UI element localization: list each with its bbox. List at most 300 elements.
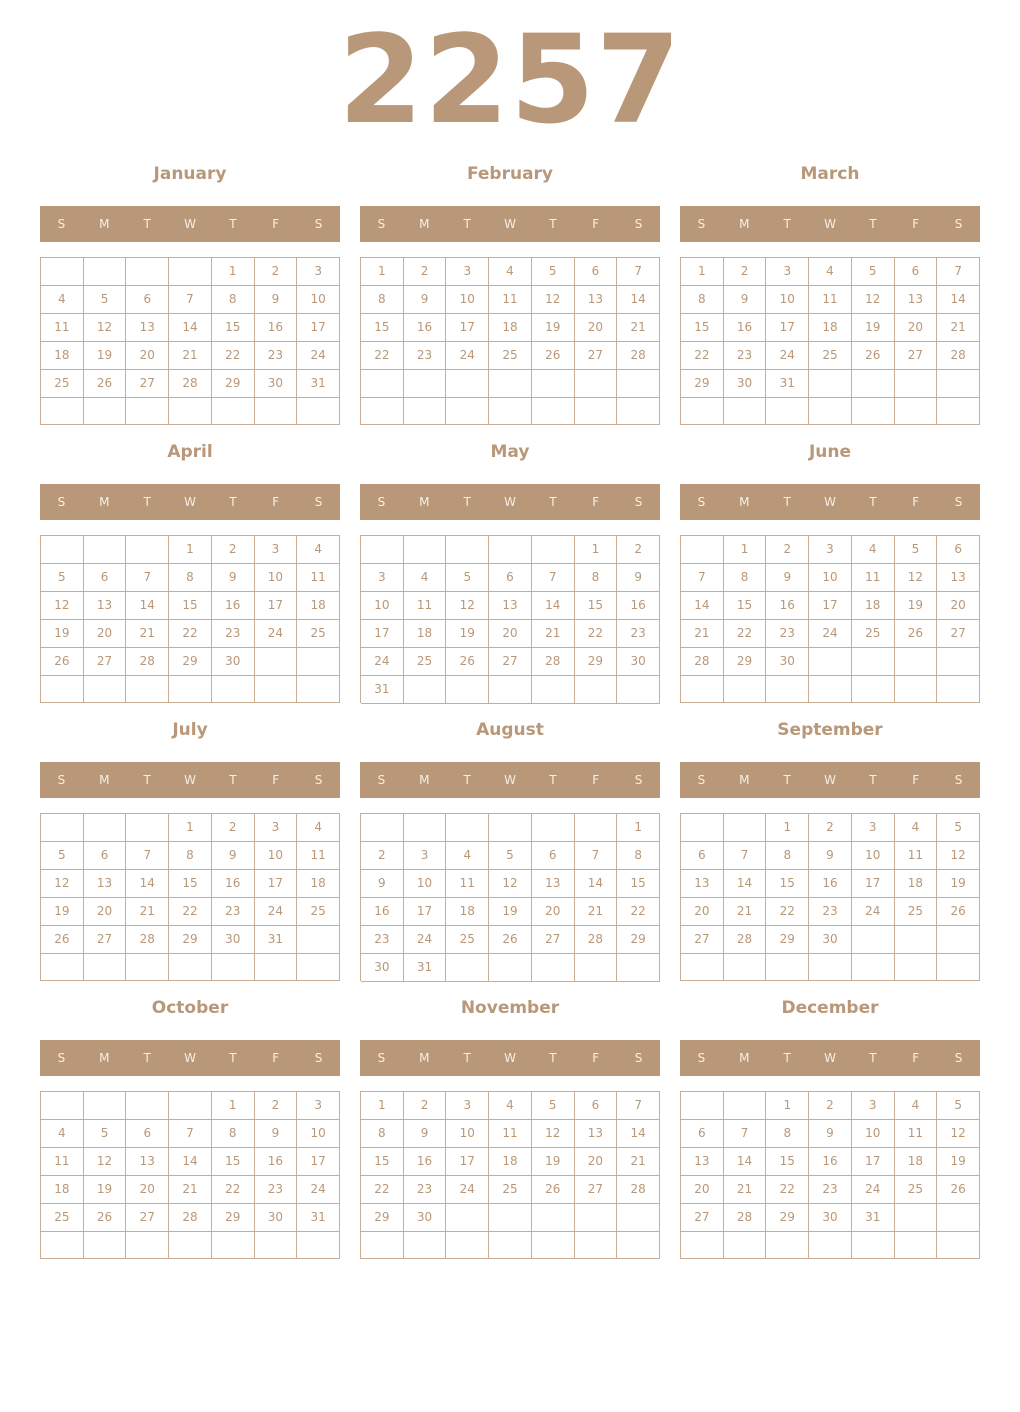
day-cell: 10 <box>852 1120 895 1148</box>
weekday-header <box>360 762 660 798</box>
day-cell: 25 <box>852 620 895 648</box>
empty-day-cell <box>532 1204 575 1232</box>
day-cell: 1 <box>361 258 404 286</box>
day-cell: 11 <box>297 564 340 592</box>
month-name: August <box>476 720 544 740</box>
weekday-header <box>40 206 340 242</box>
empty-day-cell <box>255 398 298 425</box>
day-cell: 19 <box>489 898 532 926</box>
day-cell: 24 <box>255 620 298 648</box>
day-cell: 13 <box>575 1120 618 1148</box>
day-cell: 27 <box>575 1176 618 1204</box>
day-cell: 19 <box>532 314 575 342</box>
empty-day-cell <box>852 954 895 981</box>
day-cell: 6 <box>895 258 938 286</box>
day-cell: 18 <box>852 592 895 620</box>
empty-day-cell <box>446 370 489 398</box>
day-cell: 12 <box>41 592 84 620</box>
day-cell: 13 <box>126 314 169 342</box>
weekday-label: S <box>634 217 643 231</box>
day-cell: 27 <box>681 926 724 954</box>
weekday-label: W <box>184 773 196 787</box>
empty-day-cell <box>489 1204 532 1232</box>
day-cell: 10 <box>446 1120 489 1148</box>
day-grid <box>40 1091 340 1259</box>
day-cell: 24 <box>809 620 852 648</box>
day-cell: 21 <box>532 620 575 648</box>
day-cell: 18 <box>895 870 938 898</box>
empty-day-cell <box>617 1232 660 1259</box>
day-cell: 27 <box>84 926 127 954</box>
empty-day-cell <box>937 926 980 954</box>
day-cell: 21 <box>724 1176 767 1204</box>
month-name: February <box>466 164 554 184</box>
day-cell: 29 <box>169 648 212 676</box>
day-cell: 1 <box>766 814 809 842</box>
day-cell: 28 <box>724 926 767 954</box>
month-name: November <box>460 998 560 1018</box>
empty-day-cell <box>575 954 618 982</box>
empty-day-cell <box>446 676 489 704</box>
empty-day-cell <box>937 398 980 425</box>
empty-day-cell <box>766 676 809 703</box>
day-cell: 15 <box>169 592 212 620</box>
day-cell: 7 <box>724 842 767 870</box>
empty-day-cell <box>532 398 575 426</box>
day-cell: 22 <box>169 898 212 926</box>
day-cell: 9 <box>212 842 255 870</box>
day-cell: 16 <box>809 1148 852 1176</box>
day-cell: 20 <box>84 898 127 926</box>
empty-day-cell <box>532 370 575 398</box>
weekday-header <box>360 206 660 242</box>
empty-day-cell <box>895 1204 938 1232</box>
weekday-label: S <box>57 773 66 787</box>
empty-day-cell <box>724 676 767 703</box>
day-cell: 3 <box>766 258 809 286</box>
empty-day-cell <box>617 1204 660 1232</box>
day-cell: 16 <box>404 1148 447 1176</box>
day-cell: 7 <box>126 842 169 870</box>
weekday-label: T <box>869 217 877 231</box>
day-cell: 2 <box>212 814 255 842</box>
weekday-label: F <box>272 217 280 231</box>
day-cell: 27 <box>84 648 127 676</box>
day-cell: 25 <box>895 1176 938 1204</box>
day-cell: 9 <box>724 286 767 314</box>
weekday-label: M <box>419 773 430 787</box>
day-cell: 19 <box>84 342 127 370</box>
day-cell: 9 <box>617 564 660 592</box>
day-cell: 27 <box>126 1204 169 1232</box>
day-cell: 16 <box>255 314 298 342</box>
empty-day-cell <box>895 648 938 676</box>
day-cell: 20 <box>681 1176 724 1204</box>
weekday-label: F <box>592 1051 600 1065</box>
weekday-label: W <box>824 217 836 231</box>
empty-day-cell <box>766 398 809 425</box>
empty-day-cell <box>852 1232 895 1259</box>
day-cell: 11 <box>297 842 340 870</box>
day-cell: 27 <box>126 370 169 398</box>
day-cell: 1 <box>575 536 618 564</box>
day-cell: 30 <box>766 648 809 676</box>
day-cell: 2 <box>809 814 852 842</box>
day-cell: 26 <box>852 342 895 370</box>
day-cell: 8 <box>724 564 767 592</box>
day-cell: 30 <box>809 926 852 954</box>
day-cell: 6 <box>126 286 169 314</box>
empty-day-cell <box>297 398 340 425</box>
day-cell: 10 <box>297 1120 340 1148</box>
day-cell: 21 <box>724 898 767 926</box>
day-cell: 24 <box>852 1176 895 1204</box>
day-cell: 24 <box>852 898 895 926</box>
weekday-label: M <box>99 495 110 509</box>
day-grid <box>360 813 660 981</box>
weekday-label: S <box>377 217 386 231</box>
day-cell: 26 <box>937 898 980 926</box>
empty-day-cell <box>169 1092 212 1120</box>
day-cell: 18 <box>489 1148 532 1176</box>
empty-day-cell <box>446 814 489 842</box>
day-cell: 4 <box>41 1120 84 1148</box>
day-cell: 5 <box>489 842 532 870</box>
day-cell: 13 <box>681 870 724 898</box>
day-cell: 8 <box>169 842 212 870</box>
day-cell: 16 <box>361 898 404 926</box>
month-name: January <box>153 164 227 184</box>
day-cell: 3 <box>852 814 895 842</box>
day-cell: 2 <box>404 1092 447 1120</box>
day-cell: 3 <box>255 814 298 842</box>
day-cell: 25 <box>809 342 852 370</box>
empty-day-cell <box>126 676 169 703</box>
day-cell: 11 <box>895 1120 938 1148</box>
day-cell: 23 <box>617 620 660 648</box>
day-cell: 9 <box>361 870 404 898</box>
day-cell: 16 <box>766 592 809 620</box>
weekday-header <box>360 484 660 520</box>
weekday-header <box>680 762 980 798</box>
empty-day-cell <box>575 814 618 842</box>
weekday-label: T <box>143 495 151 509</box>
weekday-label: S <box>314 495 323 509</box>
day-cell: 20 <box>489 620 532 648</box>
day-cell: 27 <box>937 620 980 648</box>
empty-day-cell <box>617 954 660 982</box>
day-grid <box>40 257 340 425</box>
empty-day-cell <box>809 370 852 398</box>
day-cell: 11 <box>41 314 84 342</box>
empty-day-cell <box>681 1092 724 1120</box>
empty-day-cell <box>489 370 532 398</box>
empty-day-cell <box>446 954 489 982</box>
empty-day-cell <box>41 1232 84 1259</box>
weekday-label: S <box>377 773 386 787</box>
weekday-label: F <box>592 773 600 787</box>
weekday-label: F <box>592 217 600 231</box>
day-grid <box>360 1091 660 1259</box>
day-cell: 14 <box>681 592 724 620</box>
weekday-label: T <box>783 773 791 787</box>
weekday-label: T <box>463 217 471 231</box>
day-cell: 29 <box>575 648 618 676</box>
day-cell: 4 <box>41 286 84 314</box>
day-cell: 5 <box>84 1120 127 1148</box>
day-cell: 20 <box>84 620 127 648</box>
day-cell: 24 <box>361 648 404 676</box>
day-cell: 27 <box>532 926 575 954</box>
day-cell: 10 <box>361 592 404 620</box>
day-cell: 28 <box>126 648 169 676</box>
day-cell: 12 <box>489 870 532 898</box>
day-cell: 4 <box>297 814 340 842</box>
day-cell: 24 <box>297 342 340 370</box>
day-cell: 16 <box>724 314 767 342</box>
empty-day-cell <box>404 398 447 426</box>
empty-day-cell <box>404 814 447 842</box>
day-cell: 7 <box>532 564 575 592</box>
empty-day-cell <box>895 954 938 981</box>
empty-day-cell <box>532 954 575 982</box>
month-name: December <box>781 998 879 1018</box>
day-cell: 19 <box>41 898 84 926</box>
day-cell: 10 <box>255 564 298 592</box>
day-cell: 20 <box>937 592 980 620</box>
day-cell: 14 <box>575 870 618 898</box>
weekday-label: M <box>99 773 110 787</box>
empty-day-cell <box>617 398 660 426</box>
weekday-label: S <box>634 1051 643 1065</box>
day-cell: 16 <box>255 1148 298 1176</box>
day-cell: 7 <box>126 564 169 592</box>
day-cell: 2 <box>255 258 298 286</box>
day-cell: 13 <box>575 286 618 314</box>
day-cell: 19 <box>937 870 980 898</box>
empty-day-cell <box>126 1092 169 1120</box>
empty-day-cell <box>41 1092 84 1120</box>
empty-day-cell <box>41 676 84 703</box>
day-cell: 29 <box>361 1204 404 1232</box>
day-cell: 3 <box>297 1092 340 1120</box>
empty-day-cell <box>126 814 169 842</box>
weekday-label: F <box>272 773 280 787</box>
weekday-label: M <box>99 1051 110 1065</box>
day-cell: 23 <box>212 898 255 926</box>
day-cell: 4 <box>297 536 340 564</box>
day-cell: 27 <box>681 1204 724 1232</box>
weekday-label: W <box>504 773 516 787</box>
day-cell: 25 <box>446 926 489 954</box>
weekday-label: T <box>549 217 557 231</box>
day-cell: 28 <box>575 926 618 954</box>
day-cell: 12 <box>84 1148 127 1176</box>
day-cell: 26 <box>41 648 84 676</box>
day-cell: 30 <box>724 370 767 398</box>
day-cell: 15 <box>766 1148 809 1176</box>
weekday-label: W <box>824 773 836 787</box>
day-cell: 17 <box>297 314 340 342</box>
day-cell: 21 <box>617 314 660 342</box>
day-grid <box>680 1091 980 1259</box>
day-cell: 11 <box>489 1120 532 1148</box>
day-cell: 7 <box>617 1092 660 1120</box>
weekday-label: W <box>184 1051 196 1065</box>
empty-day-cell <box>895 926 938 954</box>
weekday-label: W <box>184 217 196 231</box>
empty-day-cell <box>617 676 660 704</box>
day-cell: 23 <box>809 1176 852 1204</box>
day-cell: 14 <box>617 286 660 314</box>
day-cell: 26 <box>489 926 532 954</box>
day-cell: 8 <box>617 842 660 870</box>
weekday-label: W <box>504 1051 516 1065</box>
weekday-label: M <box>739 217 750 231</box>
day-cell: 8 <box>212 1120 255 1148</box>
day-cell: 14 <box>724 1148 767 1176</box>
weekday-header <box>360 1040 660 1076</box>
day-cell: 13 <box>681 1148 724 1176</box>
day-cell: 12 <box>937 1120 980 1148</box>
day-cell: 17 <box>255 870 298 898</box>
empty-day-cell <box>895 398 938 425</box>
empty-day-cell <box>681 1232 724 1259</box>
day-cell: 1 <box>169 536 212 564</box>
empty-day-cell <box>126 258 169 286</box>
empty-day-cell <box>255 676 298 703</box>
empty-day-cell <box>895 1232 938 1259</box>
day-cell: 6 <box>489 564 532 592</box>
empty-day-cell <box>255 1232 298 1259</box>
empty-day-cell <box>895 370 938 398</box>
day-cell: 5 <box>937 814 980 842</box>
day-cell: 29 <box>724 648 767 676</box>
day-cell: 18 <box>41 342 84 370</box>
day-cell: 23 <box>724 342 767 370</box>
day-cell: 21 <box>575 898 618 926</box>
day-cell: 28 <box>169 370 212 398</box>
weekday-label: W <box>504 217 516 231</box>
day-cell: 17 <box>404 898 447 926</box>
day-cell: 22 <box>766 1176 809 1204</box>
day-grid <box>680 813 980 981</box>
day-cell: 10 <box>255 842 298 870</box>
day-cell: 22 <box>169 620 212 648</box>
day-cell: 25 <box>41 1204 84 1232</box>
day-cell: 28 <box>617 342 660 370</box>
day-cell: 24 <box>404 926 447 954</box>
day-cell: 8 <box>169 564 212 592</box>
day-cell: 29 <box>766 926 809 954</box>
empty-day-cell <box>446 536 489 564</box>
day-cell: 17 <box>446 314 489 342</box>
empty-day-cell <box>126 536 169 564</box>
day-cell: 15 <box>361 1148 404 1176</box>
weekday-label: S <box>634 773 643 787</box>
day-cell: 9 <box>809 842 852 870</box>
day-cell: 22 <box>766 898 809 926</box>
day-cell: 7 <box>617 258 660 286</box>
empty-day-cell <box>766 954 809 981</box>
day-cell: 21 <box>169 1176 212 1204</box>
day-cell: 6 <box>681 1120 724 1148</box>
day-cell: 16 <box>617 592 660 620</box>
empty-day-cell <box>809 398 852 425</box>
empty-day-cell <box>446 1204 489 1232</box>
day-cell: 8 <box>766 842 809 870</box>
empty-day-cell <box>575 370 618 398</box>
day-cell: 22 <box>575 620 618 648</box>
day-cell: 3 <box>297 258 340 286</box>
weekday-header <box>40 1040 340 1076</box>
empty-day-cell <box>489 954 532 982</box>
weekday-label: T <box>869 1051 877 1065</box>
empty-day-cell <box>681 954 724 981</box>
day-cell: 21 <box>169 342 212 370</box>
empty-day-cell <box>724 398 767 425</box>
weekday-label: F <box>592 495 600 509</box>
day-cell: 9 <box>766 564 809 592</box>
day-cell: 29 <box>766 1204 809 1232</box>
day-cell: 4 <box>852 536 895 564</box>
empty-day-cell <box>489 398 532 426</box>
day-cell: 30 <box>361 954 404 982</box>
weekday-label: W <box>504 495 516 509</box>
empty-day-cell <box>852 926 895 954</box>
day-cell: 28 <box>617 1176 660 1204</box>
day-cell: 17 <box>255 592 298 620</box>
weekday-label: M <box>419 1051 430 1065</box>
day-cell: 19 <box>852 314 895 342</box>
empty-day-cell <box>404 676 447 704</box>
empty-day-cell <box>169 398 212 425</box>
empty-day-cell <box>84 814 127 842</box>
day-cell: 6 <box>84 842 127 870</box>
day-cell: 15 <box>681 314 724 342</box>
day-cell: 5 <box>41 842 84 870</box>
day-cell: 26 <box>84 370 127 398</box>
day-cell: 22 <box>361 1176 404 1204</box>
day-cell: 12 <box>41 870 84 898</box>
empty-day-cell <box>724 1092 767 1120</box>
day-cell: 22 <box>212 1176 255 1204</box>
empty-day-cell <box>852 370 895 398</box>
day-cell: 18 <box>446 898 489 926</box>
day-cell: 7 <box>575 842 618 870</box>
day-cell: 24 <box>446 1176 489 1204</box>
weekday-label: T <box>549 1051 557 1065</box>
empty-day-cell <box>169 258 212 286</box>
empty-day-cell <box>169 954 212 981</box>
day-cell: 17 <box>446 1148 489 1176</box>
day-grid <box>40 813 340 981</box>
day-grid <box>40 535 340 703</box>
day-cell: 21 <box>126 620 169 648</box>
day-cell: 11 <box>489 286 532 314</box>
weekday-label: F <box>272 1051 280 1065</box>
day-cell: 5 <box>532 1092 575 1120</box>
empty-day-cell <box>489 1232 532 1259</box>
day-cell: 23 <box>404 342 447 370</box>
weekday-label: S <box>697 495 706 509</box>
day-cell: 14 <box>169 1148 212 1176</box>
day-cell: 14 <box>169 314 212 342</box>
weekday-label: S <box>314 1051 323 1065</box>
day-cell: 29 <box>617 926 660 954</box>
day-cell: 28 <box>937 342 980 370</box>
day-cell: 13 <box>84 870 127 898</box>
